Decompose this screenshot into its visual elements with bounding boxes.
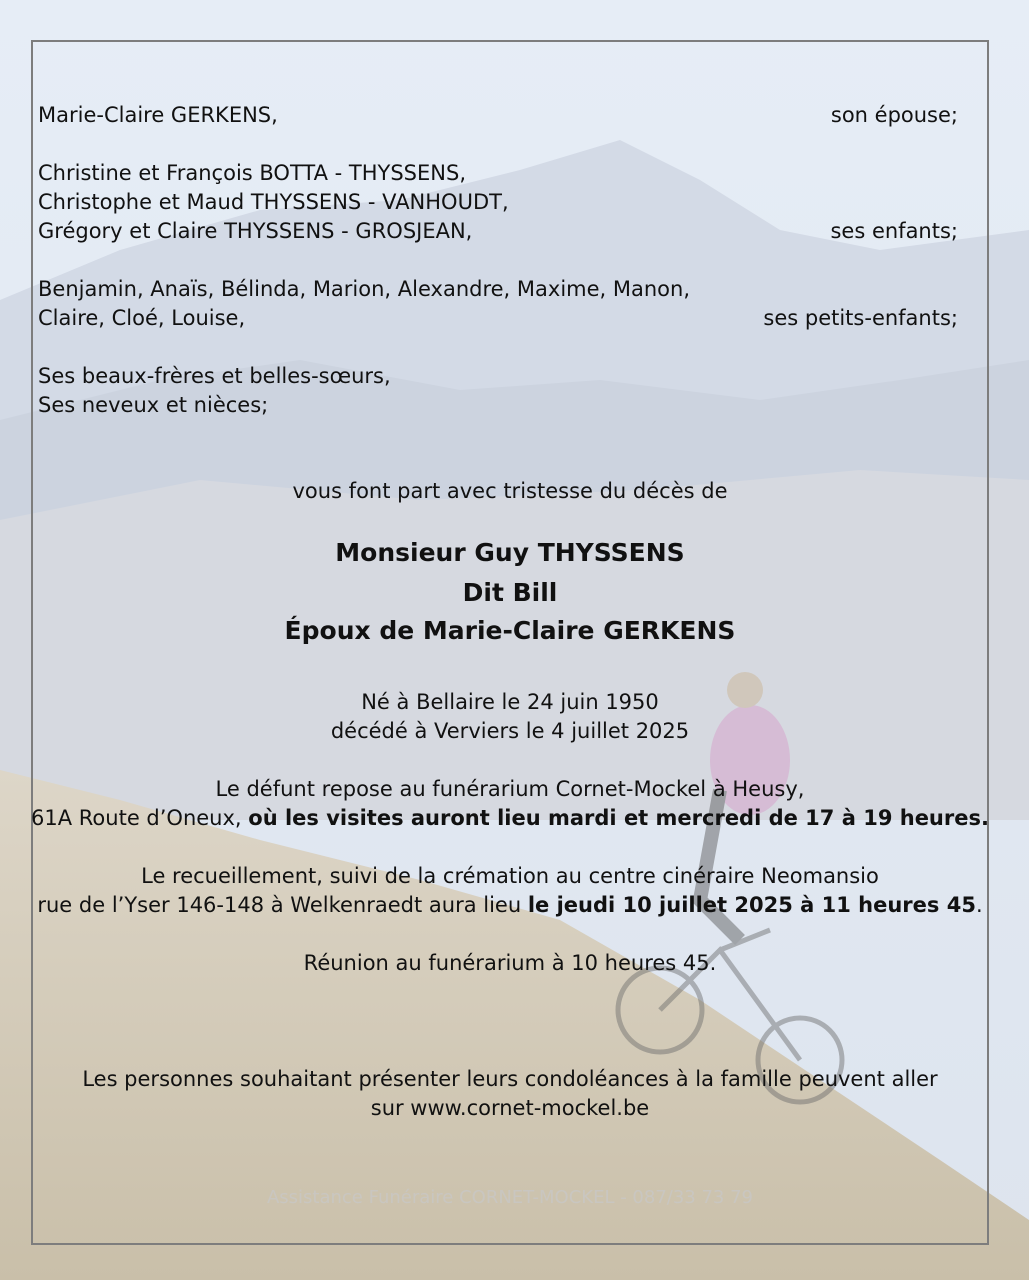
child-line: Christine et François BOTTA - THYSSENS, — [38, 161, 466, 185]
spouse-name: Marie-Claire GERKENS, — [38, 103, 278, 127]
grandchildren-line: Claire, Cloé, Louise, — [38, 306, 246, 330]
birth-info: Né à Bellaire le 24 juin 1950 — [361, 690, 659, 714]
condolences-line-1: Les personnes souhaitant présenter leurs condoléances à la famille peuvent aller — [82, 1067, 938, 1091]
child-line: Christophe et Maud THYSSENS - VANHOUDT, — [38, 190, 509, 214]
footer-funeral-service: Assistance Funéraire CORNET-MOCKEL - 087/33 73 79 — [266, 1187, 754, 1208]
ceremony-period: . — [975, 893, 983, 917]
deceased-name: Monsieur Guy THYSSENS — [335, 538, 685, 567]
ceremony-line-2 — [31, 891, 989, 920]
visitation-line-1: Le défunt repose au funérarium Cornet-Mockel à Heusy, — [215, 777, 805, 801]
condolences-line-2: sur www.cornet-mockel.be — [370, 1096, 650, 1120]
ceremony-datetime: le jeudi 10 juillet 2025 à 11 heures 45 — [527, 893, 976, 917]
other-relatives-line: Ses neveux et nièces; — [38, 393, 269, 417]
visitation-line-2 — [31, 804, 989, 833]
death-info: décédé à Verviers le 4 juillet 2025 — [330, 719, 690, 743]
visitation-address: 61A Route d’Oneux, — [31, 806, 249, 830]
visitation-hours: où les visites auront lieu mardi et mercredi de 17 à 19 heures. — [248, 806, 989, 830]
children-role: ses enfants; — [830, 219, 958, 243]
other-relatives-line: Ses beaux-frères et belles-sœurs, — [38, 364, 391, 388]
ceremony-line-1: Le recueillement, suivi de la crémation au centre cinéraire Neomansio — [141, 864, 879, 888]
child-line: Grégory et Claire THYSSENS - GROSJEAN, — [38, 219, 473, 243]
announcement-text: vous font part avec tristesse du décès de — [292, 479, 728, 503]
spouse-role: son épouse; — [830, 103, 958, 127]
deceased-spouse-of: Époux de Marie-Claire GERKENS — [284, 616, 736, 645]
grandchildren-role: ses petits-enfants; — [763, 306, 958, 330]
grandchildren-line: Benjamin, Anaïs, Bélinda, Marion, Alexandre, Maxime, Manon, — [38, 277, 691, 301]
ceremony-address: rue de l’Yser 146-148 à Welkenraedt aura lieu — [37, 893, 528, 917]
reunion-info: Réunion au funérarium à 10 heures 45. — [303, 951, 717, 975]
deceased-nickname: Dit Bill — [462, 578, 558, 607]
